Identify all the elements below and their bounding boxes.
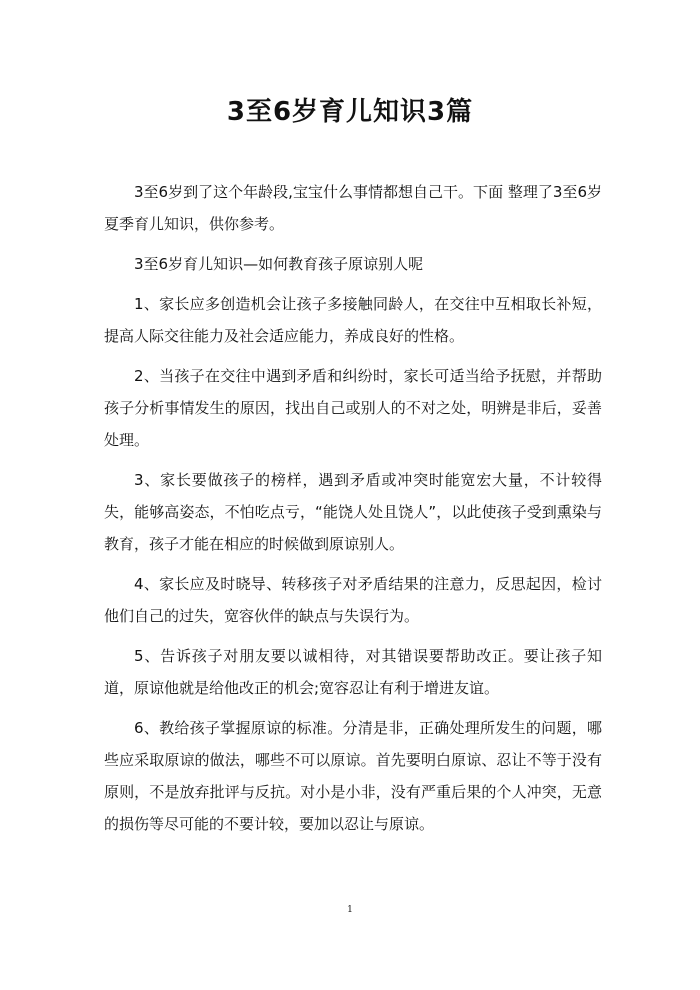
document-body	[104, 176, 602, 848]
list-item-1: 1、家长应多创造机会让孩子多接触同龄人，在交往中互相取长补短，提高人际交往能力及社会适应能力，养成良好的性格。	[104, 295, 602, 345]
list-item-4: 4、家长应及时晓导、转移孩子对矛盾结果的注意力，反思起因，检讨他们自己的过失，宽容伙伴的缺点与失误行为。	[104, 575, 602, 625]
intro-paragraph: 3至6岁到了这个年龄段,宝宝什么事情都想自己干。下面 整理了3至6岁夏季育儿知识，供你参考。	[104, 183, 602, 233]
list-item-2: 2、当孩子在交往中遇到矛盾和纠纷时，家长可适当给予抚慰，并帮助孩子分析事情发生的原因，找出自己或别人的不对之处，明辨是非后，妥善处理。	[104, 367, 602, 449]
list-item-3: 3、家长要做孩子的榜样，遇到矛盾或冲突时能宽宏大量，不计较得失，能够高姿态，不怕吃点亏，“能饶人处且饶人”，以此使孩子受到熏染与教育，孩子才能在相应的时候做到原谅别人。	[104, 471, 602, 553]
list-item-6: 6、教给孩子掌握原谅的标准。分清是非，正确处理所发生的问题，哪些应采取原谅的做法，哪些不可以原谅。首先要明白原谅、忍让不等于没有原则，不是放弃批评与反抗。对小是小非，没有严重后果的个人冲突，无意的损伤等尽可能的不要计较，要加以忍让与原谅。	[104, 719, 602, 833]
section-heading: 3至6岁育儿知识—如何教育孩子原谅别人呢	[134, 255, 424, 273]
page-number: 1	[347, 905, 353, 915]
list-item-5: 5、告诉孩子对朋友要以诚相待，对其错误要帮助改正。要让孩子知道，原谅他就是给他改正的机会;宽容忍让有利于增进友谊。	[104, 647, 602, 697]
document-title: 3至6岁育儿知识3篇	[226, 97, 474, 127]
